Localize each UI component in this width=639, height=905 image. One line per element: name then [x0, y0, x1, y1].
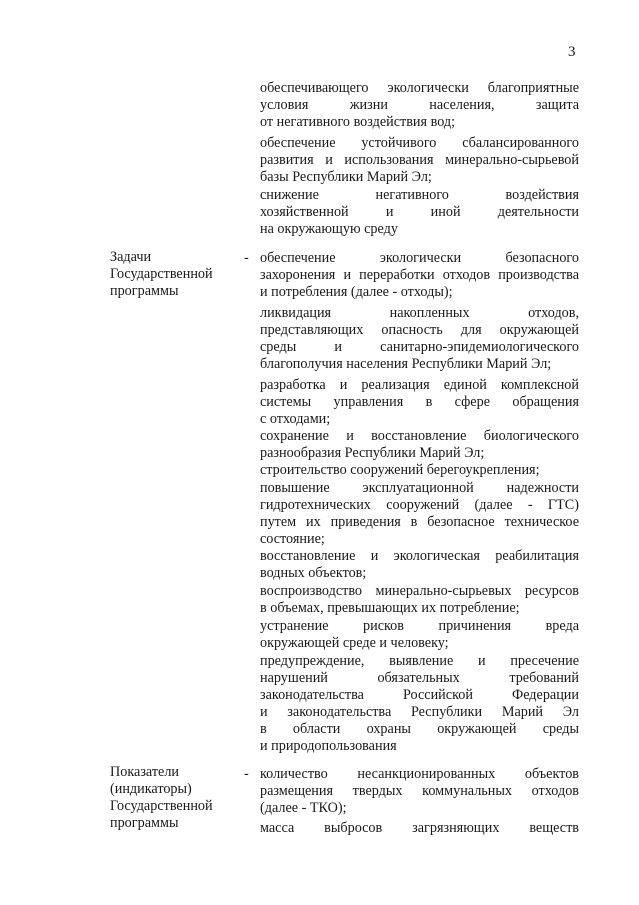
section-line: сохранение и восстановление биологического — [260, 428, 579, 444]
section-line: окружающей среде и человеку; — [260, 635, 449, 651]
section-line: с отходами; — [260, 411, 331, 427]
section-line: размещения твердых коммунальных отходов — [260, 783, 579, 799]
section-line: в области охраны окружающей среды — [260, 721, 579, 737]
section-line: нарушений обязательных требований — [260, 670, 579, 686]
section-line: водных объектов; — [260, 565, 367, 581]
section-line: повышение эксплуатационной надежности — [260, 480, 579, 496]
intro-line: обеспечивающего экологически благоприятные — [260, 80, 579, 96]
section-dash: - — [244, 766, 249, 782]
section-line: захоронения и переработки отходов производства — [260, 267, 579, 283]
page-number: 3 — [568, 44, 576, 60]
section-line: представляющих опасность для окружающей — [260, 322, 579, 338]
section-line: и потребления (далее - отходы); — [260, 284, 453, 300]
intro-line: условия жизни населения, защита — [260, 97, 579, 113]
section-line: и законодательства Республики Марий Эл — [260, 704, 579, 720]
section-line: воспроизводство минерально-сырьевых ресурсов — [260, 583, 579, 599]
section-line: путем их приведения в безопасное техническое — [260, 514, 579, 530]
section-line: разнообразия Республики Марий Эл; — [260, 445, 485, 461]
section-line: строительство сооружений берегоукрепления; — [260, 462, 540, 478]
intro-line: на окружающую среду — [260, 221, 398, 237]
section-label-line: программы — [110, 283, 179, 299]
section-line: (далее - ТКО); — [260, 800, 347, 816]
section-label-line: программы — [110, 815, 179, 831]
section-line: благополучия населения Республики Марий Эл; — [260, 356, 552, 372]
section-line: восстановление и экологическая реабилитация — [260, 548, 579, 564]
section-label-line: (индикаторы) — [110, 781, 192, 797]
section-line: разработка и реализация единой комплексной — [260, 377, 579, 393]
intro-line: обеспечение устойчивого сбалансированного — [260, 135, 579, 151]
section-label-line: Государственной — [110, 266, 213, 282]
section-line: в объемах, превышающих их потребление; — [260, 600, 520, 616]
intro-line: базы Республики Марий Эл; — [260, 169, 432, 185]
section-line: обеспечение экологически безопасного — [260, 250, 579, 266]
section-line: устранение рисков причинения вреда — [260, 618, 579, 634]
section-line: законодательства Российской Федерации — [260, 687, 579, 703]
section-line: гидротехнических сооружений (далее - ГТС) — [260, 497, 579, 513]
section-line: и природопользования — [260, 738, 397, 754]
section-label-line: Задачи — [110, 249, 152, 265]
section-line: системы управления в сфере обращения — [260, 394, 579, 410]
intro-line: от негативного воздействия вод; — [260, 114, 456, 130]
section-line: количество несанкционированных объектов — [260, 766, 579, 782]
section-line: предупреждение, выявление и пресечение — [260, 653, 579, 669]
section-dash: - — [244, 250, 249, 266]
section-label-line: Государственной — [110, 798, 213, 814]
intro-line: снижение негативного воздействия — [260, 187, 579, 203]
section-line: ликвидация накопленных отходов, — [260, 305, 579, 321]
section-line: среды и санитарно-эпидемиологического — [260, 339, 579, 355]
section-line: масса выбросов загрязняющих веществ — [260, 820, 579, 836]
intro-line: хозяйственной и иной деятельности — [260, 204, 579, 220]
intro-line: развития и использования минерально-сырьевой — [260, 152, 579, 168]
section-label-line: Показатели — [110, 764, 180, 780]
section-line: состояние; — [260, 531, 325, 547]
